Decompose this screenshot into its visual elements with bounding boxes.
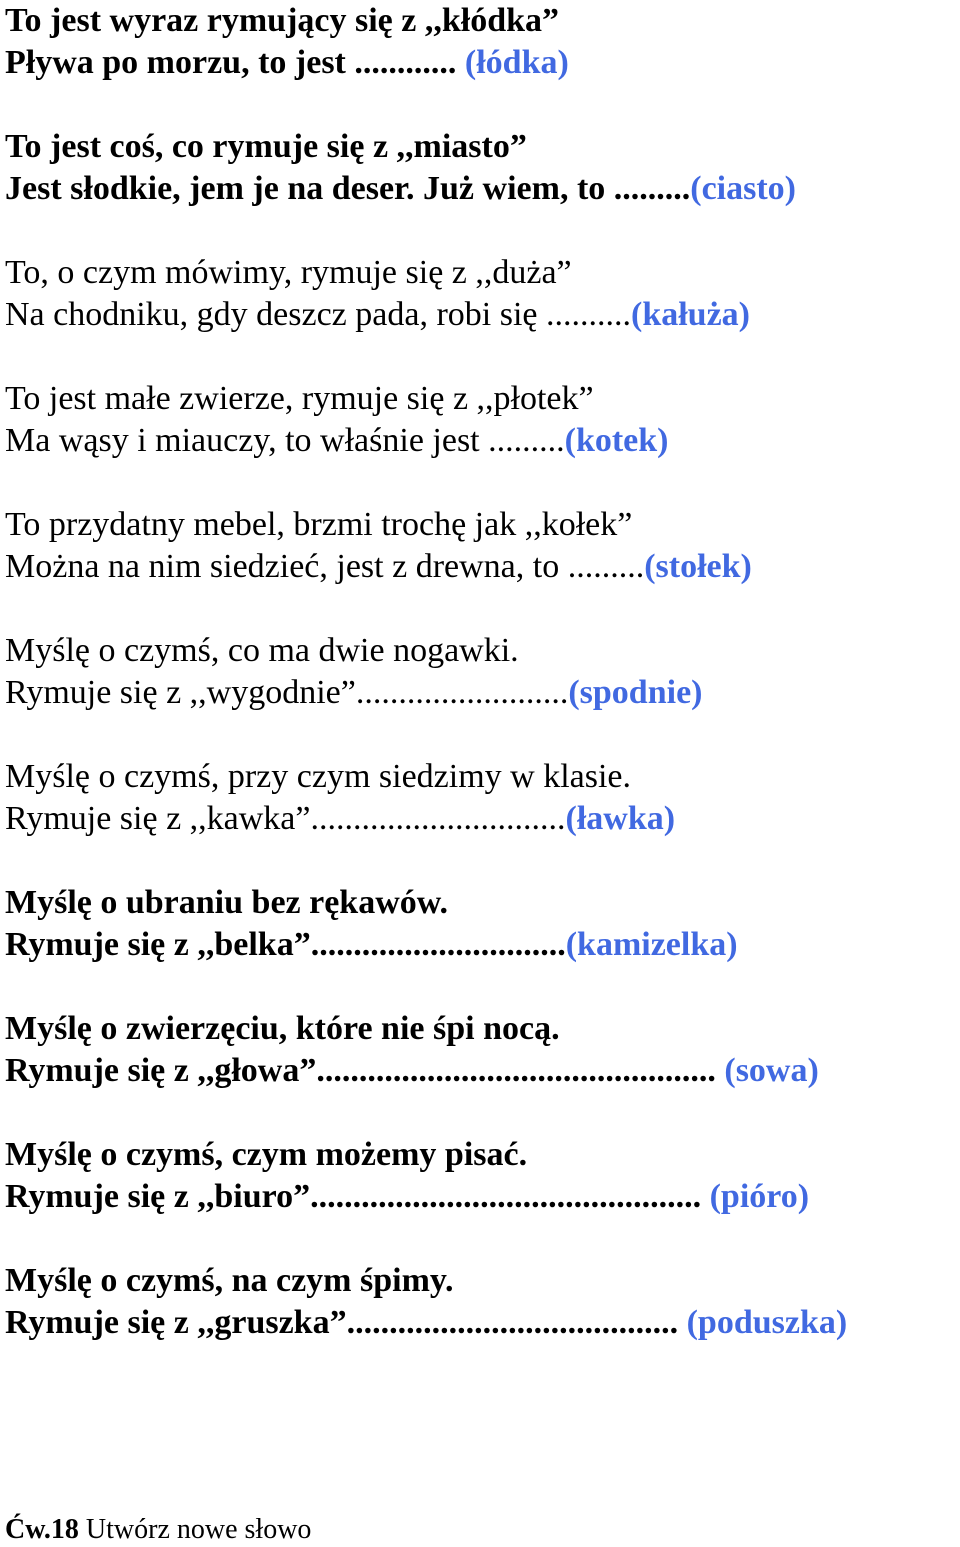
riddle-4-line-2: Ma wąsy i miauczy, to właśnie jest .........(kotek) [5,422,669,459]
riddle-2-line-2: Jest słodkie, jem je na deser. Już wiem, to .........(ciasto) [5,170,797,207]
riddle-7 [5,756,955,840]
riddle-6 [5,630,955,714]
riddle-5-answer: (stołek) [644,548,752,585]
riddle-4 [5,378,955,462]
riddle-5-line-1: To przydatny mebel, brzmi trochę jak ,,kołek” [5,506,633,543]
riddle-6-line-2: Rymuje się z ,,wygodnie”.........................(spodnie) [5,674,703,711]
riddle-8-answer: (kamizelka) [565,926,738,963]
riddle-11-answer: (poduszka) [686,1304,848,1341]
riddle-9 [5,1008,955,1092]
riddle-11-line-2: Rymuje się z ,,gruszka”....................................... (poduszka) [5,1304,848,1341]
riddle-7-line-2: Rymuje się z ,,kawka”..............................(ławka) [5,800,676,837]
riddle-list [5,0,955,1344]
riddle-6-line-1: Myślę o czymś, co ma dwie nogawki. [5,632,519,669]
riddle-9-answer: (sowa) [724,1052,819,1089]
riddle-11-line-1: Myślę o czymś, na czym śpimy. [5,1262,454,1299]
riddle-7-answer: (ławka) [565,800,676,837]
riddle-10-answer: (pióro) [709,1178,810,1215]
riddle-1-answer: (łódka) [464,44,569,81]
riddle-7-line-1: Myślę o czymś, przy czym siedzimy w klasie. [5,758,632,795]
riddle-1-line-2: Pływa po morzu, to jest ............ (łódka) [5,44,569,81]
exercise-heading [5,1513,311,1547]
riddle-1 [5,0,955,84]
riddle-1-line-1: To jest wyraz rymujący się z ,,kłódka” [5,2,560,39]
exercise-number: Ćw.18 [5,1514,79,1545]
riddle-8 [5,882,955,966]
riddle-8-line-2: Rymuje się z ,,belka”..............................(kamizelka) [5,926,738,963]
riddle-9-line-2: Rymuje się z ,,głowa”............................................... (sowa) [5,1052,819,1089]
riddle-9-line-1: Myślę o zwierzęciu, które nie śpi nocą. [5,1010,560,1047]
riddle-2 [5,126,955,210]
riddle-6-answer: (spodnie) [568,674,703,711]
riddle-8-line-1: Myślę o ubraniu bez rękawów. [5,884,448,921]
riddle-3 [5,252,955,336]
riddle-2-answer: (ciasto) [690,170,797,207]
riddle-3-line-2: Na chodniku, gdy deszcz pada, robi się ..........(kałuża) [5,296,750,333]
riddle-10-line-1: Myślę o czymś, czym możemy pisać. [5,1136,528,1173]
riddle-4-line-1: To jest małe zwierze, rymuje się z ,,płotek” [5,380,594,417]
riddle-3-answer: (kałuża) [631,296,750,333]
riddle-5 [5,504,955,588]
riddle-11 [5,1260,955,1344]
exercise-title: Utwórz nowe słowo [78,1514,312,1545]
riddle-2-line-1: To jest coś, co rymuje się z ,,miasto” [5,128,527,165]
riddle-5-line-2: Można na nim siedzieć, jest z drewna, to .........(stołek) [5,548,752,585]
riddle-10 [5,1134,955,1218]
riddle-4-answer: (kotek) [564,422,669,459]
riddle-10-line-2: Rymuje się z ,,biuro”.............................................. (pióro) [5,1178,810,1215]
riddle-3-line-1: To, o czym mówimy, rymuje się z ,,duża” [5,254,572,291]
